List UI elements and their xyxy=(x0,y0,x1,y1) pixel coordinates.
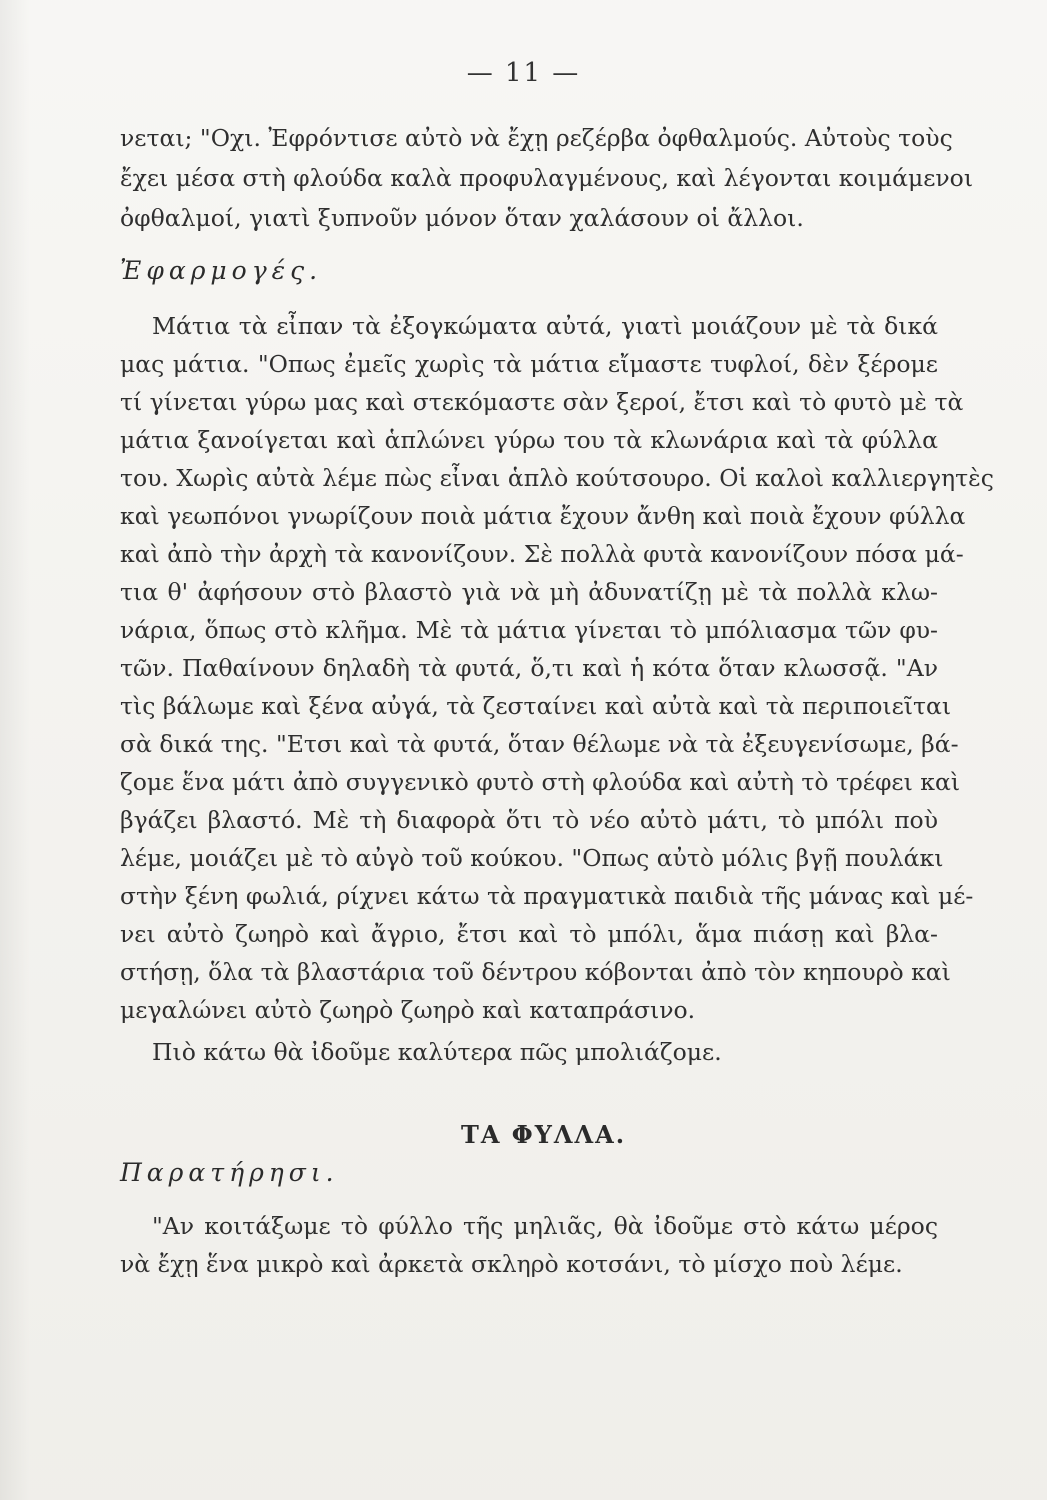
text-line: μας μάτια. "Οπως ἐμεῖς χωρὶς τὰ μάτια εἴμαστε τυφλοί, δὲν ξέρομε xyxy=(120,350,938,378)
section-heading-applications: Ἐφαρμογές. xyxy=(120,256,323,285)
text-line: νει αὐτὸ ζωηρὸ καὶ ἄγριο, ἔτσι καὶ τὸ μπόλι, ἅμα πιάσῃ καὶ βλα- xyxy=(120,920,938,948)
text-line: νεται; "Οχι. Ἐφρόντισε αὐτὸ νὰ ἔχῃ ρεζέρβα ὀφθαλμούς. Αὐτοὺς τοὺς xyxy=(120,124,953,152)
text-line: ἔχει μέσα στὴ φλούδα καλὰ προφυλαγμένους, καὶ λέγονται κοιμάμενοι xyxy=(120,164,974,192)
subsection-heading-observation: Παρατήρησι. xyxy=(120,1158,339,1187)
section-heading-leaves: ΤΑ ΦΥΛΛΑ. xyxy=(460,1120,627,1149)
text-line: τὶς βάλωμε καὶ ξένα αὐγά, τὰ ζεσταίνει καὶ αὐτὰ καὶ τὰ περιποιεῖται xyxy=(120,692,952,720)
text-line: "Αν κοιτάξωμε τὸ φύλλο τῆς μηλιᾶς, θὰ ἰδοῦμε στὸ κάτω μέρος xyxy=(152,1212,938,1240)
text-line: στήσῃ, ὅλα τὰ βλαστάρια τοῦ δέντρου κόβονται ἀπὸ τὸν κηπουρὸ καὶ xyxy=(120,958,951,986)
text-line: καὶ ἀπὸ τὴν ἀρχὴ τὰ κανονίζουν. Σὲ πολλὰ φυτὰ κανονίζουν πόσα μά- xyxy=(120,540,964,568)
text-line: του. Χωρὶς αὐτὰ λέμε πὼς εἶναι ἁπλὸ κούτσουρο. Οἱ καλοὶ καλλιεργητὲς xyxy=(120,464,994,492)
text-line: λέμε, μοιάζει μὲ τὸ αὐγὸ τοῦ κούκου. "Οπως αὐτὸ μόλις βγῇ πουλάκι xyxy=(120,844,944,872)
text-line: μεγαλώνει αὐτὸ ζωηρὸ ζωηρὸ καὶ καταπράσινο. xyxy=(120,996,696,1024)
text-line: τια θ' ἀφήσουν στὸ βλαστὸ γιὰ νὰ μὴ ἀδυνατίζῃ μὲ τὰ πολλὰ κλω- xyxy=(120,578,938,606)
text-line: σὰ δικά της. "Ετσι καὶ τὰ φυτά, ὅταν θέλωμε νὰ τὰ ἐξευγενίσωμε, βά- xyxy=(120,730,959,758)
text-line: μάτια ξανοίγεται καὶ ἁπλώνει γύρω του τὰ κλωνάρια καὶ τὰ φύλλα xyxy=(120,426,938,454)
text-line: ὀφθαλμοί, γιατὶ ξυπνοῦν μόνον ὅταν χαλάσουν οἱ ἄλλοι. xyxy=(120,204,804,232)
text-line: στὴν ξένη φωλιά, ρίχνει κάτω τὰ πραγματικὰ παιδιὰ τῆς μάνας καὶ μέ- xyxy=(120,882,974,910)
text-line: τῶν. Παθαίνουν δηλαδὴ τὰ φυτά, ὅ,τι καὶ ἡ κότα ὅταν κλωσσᾷ. "Αν xyxy=(120,654,938,682)
text-line: νὰ ἔχῃ ἕνα μικρὸ καὶ ἀρκετὰ σκληρὸ κοτσάνι, τὸ μίσχο ποὺ λέμε. xyxy=(120,1250,903,1278)
page-number: — 11 — xyxy=(466,58,581,88)
closing-line: Πιὸ κάτω θὰ ἰδοῦμε καλύτερα πῶς μπολιάζομε. xyxy=(152,1038,722,1066)
text-line: τί γίνεται γύρω μας καὶ στεκόμαστε σὰν ξεροί, ἔτσι καὶ τὸ φυτὸ μὲ τὰ xyxy=(120,388,964,416)
text-line: Μάτια τὰ εἶπαν τὰ ἐξογκώματα αὐτά, γιατὶ μοιάζουν μὲ τὰ δικά xyxy=(152,312,938,340)
text-line: καὶ γεωπόνοι γνωρίζουν ποιὰ μάτια ἔχουν ἄνθη καὶ ποιὰ ἔχουν φύλλα xyxy=(120,502,966,530)
text-line: νάρια, ὅπως στὸ κλῆμα. Μὲ τὰ μάτια γίνεται τὸ μπόλιασμα τῶν φυ- xyxy=(120,616,938,644)
text-line: βγάζει βλαστό. Μὲ τὴ διαφορὰ ὅτι τὸ νέο αὐτὸ μάτι, τὸ μπόλι ποὺ xyxy=(120,806,938,834)
text-line: ζομε ἕνα μάτι ἀπὸ συγγενικὸ φυτὸ στὴ φλούδα καὶ αὐτὴ τὸ τρέφει καὶ xyxy=(120,768,961,796)
